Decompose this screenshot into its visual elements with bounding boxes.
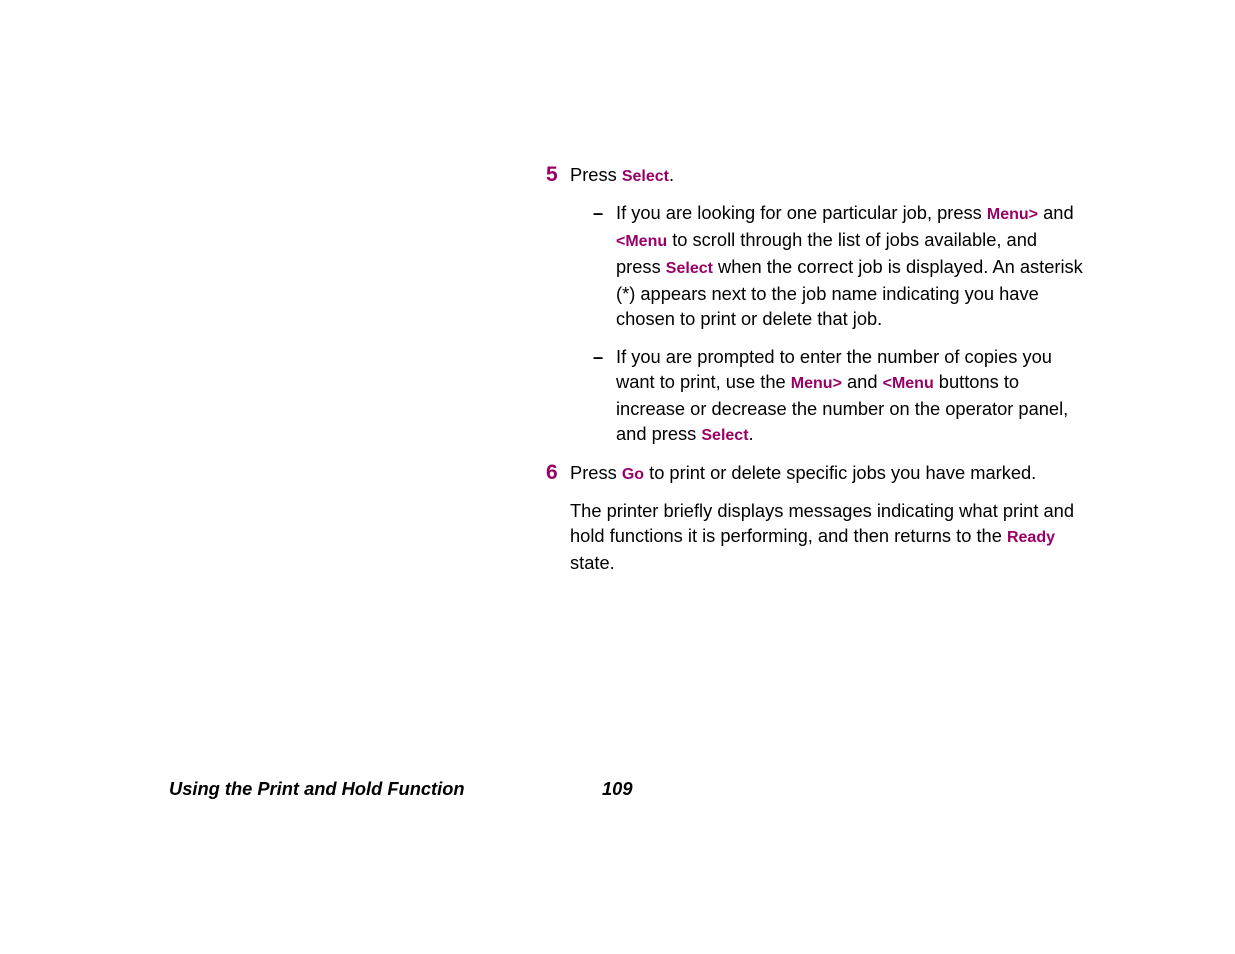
- dash-marker: –: [593, 346, 604, 367]
- key-go: Go: [621, 466, 645, 483]
- step-text: [570, 162, 1086, 189]
- key-select: Select: [701, 427, 749, 444]
- key-select: Select: [621, 168, 669, 185]
- step-6: [546, 460, 1086, 575]
- footer-title: Using the Print and Hold Function: [169, 778, 465, 799]
- step-6-followup: [570, 498, 1086, 575]
- text-run: Press: [570, 164, 622, 185]
- text-run: state.: [570, 552, 615, 573]
- text-run: Press: [570, 462, 622, 483]
- text-run: to scroll through the list of jobs available, and press: [616, 229, 1038, 277]
- key-menu-right: Menu>: [790, 375, 842, 392]
- key-menu-left: <Menu: [882, 375, 934, 392]
- step-5-sublist: [570, 200, 1086, 448]
- step-text: [570, 460, 1086, 487]
- text-run: buttons to increase or decrease the number on the operator panel, and press: [616, 371, 1069, 444]
- text-run: If you are prompted to enter the number of copies you want to print, use the: [616, 346, 1052, 392]
- text-run: and: [1038, 202, 1074, 223]
- list-item: [570, 344, 1086, 448]
- step-5: [546, 162, 1086, 448]
- key-menu-right: Menu>: [986, 206, 1039, 223]
- list-item: [570, 200, 1086, 331]
- dash-marker: –: [593, 202, 604, 223]
- text-run: and: [841, 371, 883, 392]
- key-menu-left: <Menu: [616, 233, 668, 250]
- step-number: 5: [546, 163, 558, 186]
- text-run: If you are looking for one particular job, press: [616, 202, 987, 223]
- page-number: 109: [602, 778, 633, 799]
- text-run: when the correct job is displayed. An asterisk (*) appears next to the job name indicating you have chosen to print or delete that job.: [616, 256, 1083, 329]
- text-run: to print or delete specific jobs you have marked.: [644, 462, 1037, 483]
- main-content: [546, 162, 1086, 575]
- key-select: Select: [665, 260, 713, 277]
- text-run: .: [668, 164, 675, 185]
- text-run: The printer briefly displays messages indicating what print and hold functions it is performing, and then returns to the: [570, 500, 1075, 546]
- key-ready: Ready: [1006, 529, 1055, 546]
- text-run: .: [748, 423, 754, 444]
- step-number: 6: [546, 461, 558, 484]
